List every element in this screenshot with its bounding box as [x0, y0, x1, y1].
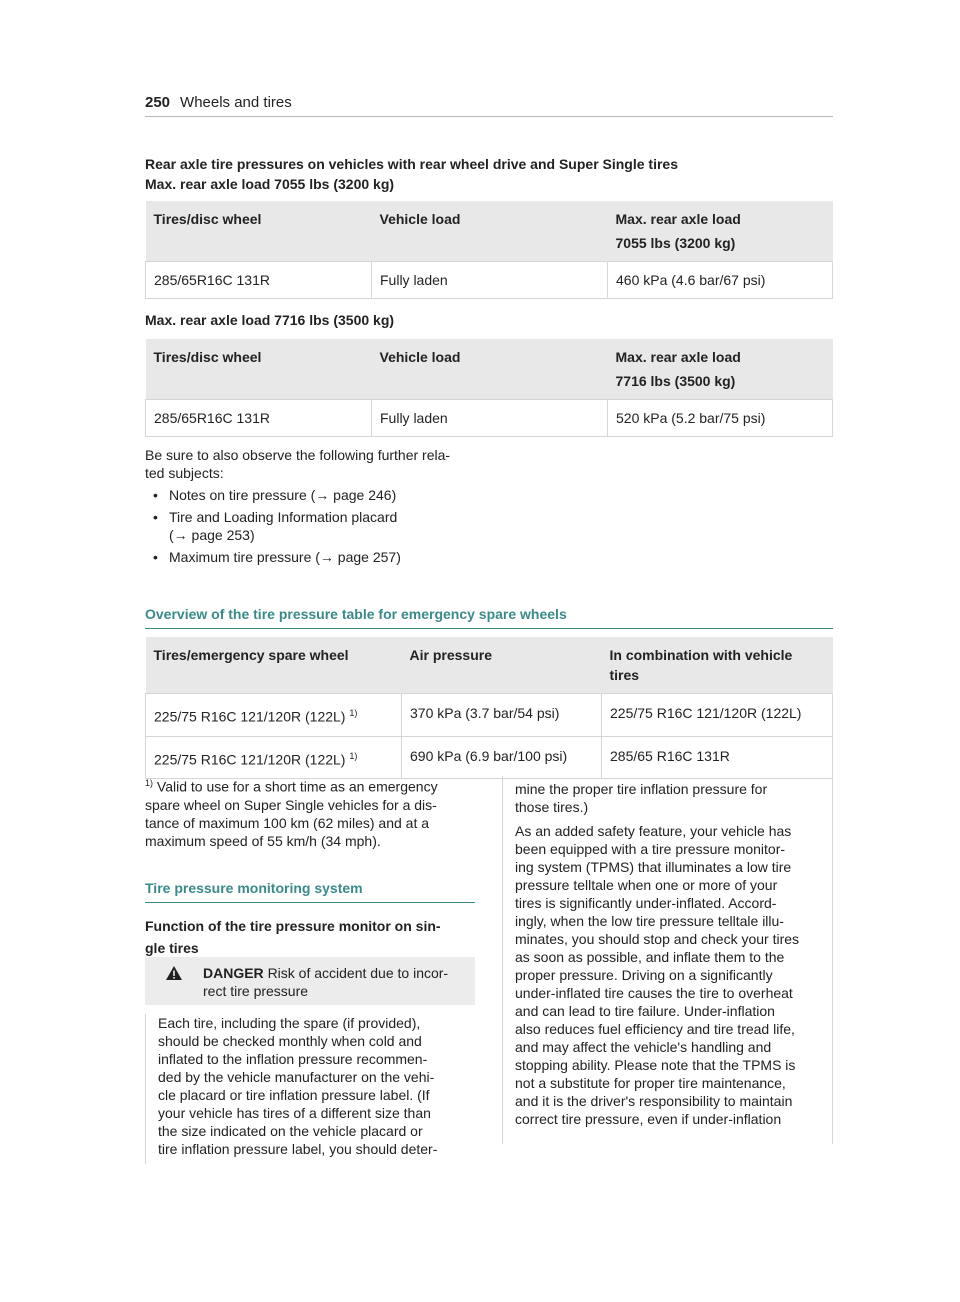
body-line: inflated to the inflation pressure recommen- [158, 1051, 428, 1067]
body-line: your vehicle has tires of a different size than [158, 1105, 431, 1121]
table-header-cell [608, 201, 833, 262]
body-line: tires is significantly under-inflated. Accord- [515, 895, 777, 911]
section-heading: Max. rear axle load 7716 lbs (3500 kg) [145, 312, 395, 328]
rear-axle-pressure-table-3500 [145, 339, 833, 437]
body-line: pressure telltale when one or more of your [515, 877, 778, 893]
spare-wheel-pressure-table [145, 637, 833, 779]
table-cell: 225/75 R16C 121/120R (122L) [602, 694, 833, 737]
tpms-subheading [145, 915, 475, 959]
body-line: not a substitute for proper tire maintenance, [515, 1075, 786, 1091]
header-line: 7716 lbs (3500 kg) [615, 373, 736, 389]
table-header-cell: Tires/disc wheel [146, 201, 372, 262]
subheading-line: gle tires [145, 940, 199, 956]
link-text[interactable]: Tire and Loading Information placard [169, 509, 398, 525]
related-list [145, 486, 485, 566]
table-cell: 520 kPa (5.2 bar/75 psi) [608, 400, 833, 437]
header-line: tires [609, 667, 640, 683]
table-header-cell: Air pressure [402, 637, 602, 694]
warning-triangle-icon [165, 965, 183, 981]
heading-line: Rear axle tire pressures on vehicles with rear wheel drive and Super Single tires [145, 156, 678, 172]
table-cell: 285/65 R16C 131R [602, 736, 833, 779]
overview-heading: Overview of the tire pressure table for emergency spare wheels [145, 606, 833, 629]
table-cell: 285/65R16C 131R [146, 262, 372, 299]
danger-text: Risk of accident due to incor- [267, 965, 449, 981]
intro-line: Be sure to also observe the following further rela- [145, 447, 451, 463]
footnote-line: maximum speed of 55 km/h (34 mph). [145, 832, 381, 849]
list-item[interactable] [145, 508, 485, 544]
body-line: proper pressure. Driving on a significantly [515, 967, 773, 983]
body-line: and can lead to tire failure. Under-inflation [515, 1003, 775, 1019]
body-line: under-inflated tire causes the tire to overheat [515, 985, 793, 1001]
link-text[interactable]: (→ page 253) [169, 527, 255, 543]
table-cell: 285/65R16C 131R [146, 400, 372, 437]
bullet-icon: • [153, 509, 158, 525]
table-header-row [146, 339, 833, 400]
table-row [146, 694, 833, 737]
body-line: ing system (TPMS) that illuminates a low tire [515, 859, 792, 875]
rear-axle-pressure-table-3200 [145, 201, 833, 299]
body-line: stopping ability. Please note that the TPMS is [515, 1057, 796, 1073]
body-line: as soon as possible, and inflate them to the [515, 949, 785, 965]
body-line: As an added safety feature, your vehicle has [515, 823, 792, 839]
body-line: those tires.) [515, 799, 589, 815]
body-line: and it is the driver's responsibility to maintain [515, 1093, 793, 1109]
body-line: ded by the vehicle manufacturer on the vehi- [158, 1069, 435, 1085]
link-text[interactable]: Maximum tire pressure (→ page 257) [169, 549, 401, 565]
table-cell: 370 kPa (3.7 bar/54 psi) [402, 694, 602, 737]
subheading-line: Function of the tire pressure monitor on sin- [145, 918, 441, 934]
list-item[interactable] [145, 486, 485, 504]
body-line: tire inflation pressure label, you should deter- [158, 1141, 438, 1157]
related-subjects [145, 446, 485, 570]
header-line: Max. rear axle load [615, 211, 741, 227]
table-header-row [146, 201, 833, 262]
table-cell: Fully laden [372, 400, 608, 437]
table-header-cell [602, 637, 833, 694]
body-line: correct tire pressure, even if under-inflation [515, 1111, 782, 1127]
body-line: ingly, when the low tire pressure telltale illu- [515, 913, 784, 929]
danger-text: rect tire pressure [203, 983, 309, 999]
danger-notice [145, 957, 475, 1005]
table-header-cell: Tires/disc wheel [146, 339, 372, 400]
table-header-cell: Vehicle load [372, 339, 608, 400]
body-line: the size indicated on the vehicle placard or [158, 1123, 423, 1139]
table-row [146, 400, 833, 437]
page-header [145, 94, 833, 117]
table-cell: 460 kPa (4.6 bar/67 psi) [608, 262, 833, 299]
tpms-heading: Tire pressure monitoring system [145, 880, 475, 903]
heading-line: Max. rear axle load 7055 lbs (3200 kg) [145, 176, 395, 192]
body-line: Each tire, including the spare (if provided), [158, 1015, 421, 1031]
footnote-marker: 1) [145, 778, 154, 788]
link-text[interactable]: Notes on tire pressure (→ page 246) [169, 487, 397, 503]
footnote-ref: 1) [349, 750, 358, 761]
body-line: should be checked monthly when cold and [158, 1033, 422, 1049]
body-line: minates, you should stop and check your tires [515, 931, 800, 947]
right-column [502, 776, 833, 1144]
table-header-row [146, 637, 833, 694]
tire-spec: 225/75 R16C 121/120R (122L) [154, 751, 346, 768]
tire-spec: 225/75 R16C 121/120R (122L) [154, 708, 346, 725]
danger-label: DANGER [203, 965, 264, 981]
body-line: been equipped with a tire pressure monitor- [515, 841, 786, 857]
bullet-icon: • [153, 487, 158, 503]
footnote-line: tance of maximum 100 km (62 miles) and at a [145, 814, 430, 831]
footnote-line: spare wheel on Super Single vehicles for a dis- [145, 796, 437, 813]
table-cell [146, 694, 402, 737]
danger-body [145, 1014, 478, 1164]
footnote-ref: 1) [349, 708, 358, 718]
table-header-cell [608, 339, 833, 400]
table-cell: 690 kPa (6.9 bar/100 psi) [402, 736, 602, 779]
section-heading [145, 154, 833, 194]
footnote [145, 774, 475, 850]
body-line: mine the proper tire inflation pressure for [515, 781, 768, 797]
chapter-title: Wheels and tires [180, 94, 292, 111]
bullet-icon: • [153, 549, 158, 565]
body-line: and may affect the vehicle's handling and [515, 1039, 772, 1055]
table-header-cell: Tires/emergency spare wheel [146, 637, 402, 694]
body-line: also reduces fuel efficiency and tire tread life, [515, 1021, 795, 1037]
table-row [146, 262, 833, 299]
table-header-cell: Vehicle load [372, 201, 608, 262]
table-cell [146, 736, 402, 779]
intro-line: ted subjects: [145, 465, 224, 481]
page-number: 250 [145, 94, 171, 111]
table-cell: Fully laden [372, 262, 608, 299]
body-line: cle placard or tire inflation pressure label. (If [158, 1087, 430, 1103]
header-line: In combination with vehicle [609, 647, 793, 663]
header-line: 7055 lbs (3200 kg) [615, 235, 736, 251]
list-item[interactable] [145, 548, 485, 566]
table-row [146, 736, 833, 779]
footnote-line: Valid to use for a short time as an emergency [156, 778, 438, 795]
header-line: Max. rear axle load [615, 349, 741, 365]
